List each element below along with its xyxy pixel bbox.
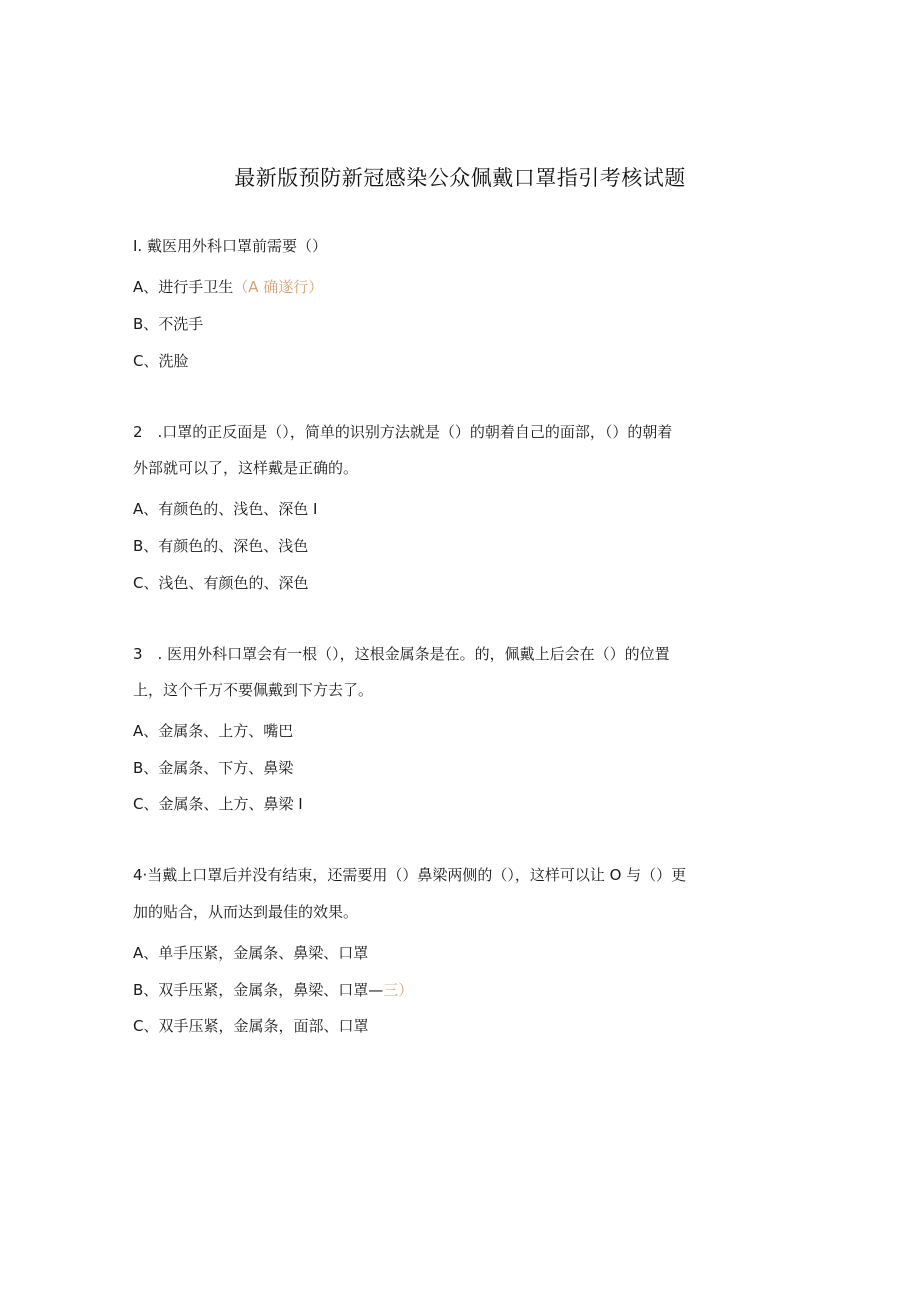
question-2-option-a: A、有颜色的、浅色、深色 I [133, 500, 318, 518]
question-2-option-c: C、浅色、有颜色的、深色 [133, 574, 309, 592]
question-1-option-b: B、不洗手 [133, 315, 204, 333]
question-1-option-c: C、洗脸 [133, 352, 189, 370]
question-3-option-b: B、金属条、下方、鼻梁 [133, 759, 294, 777]
question-4-stem-line-1: 4·当戴上口罩后并没有结束，还需要用（）鼻梁两侧的（），这样可以让 O 与（）更 [133, 866, 687, 884]
answer-mark: 三） [383, 981, 414, 999]
question-1-stem: I. 戴医用外科口罩前需要（） [133, 237, 327, 255]
question-2-stem-line-1: 2 .口罩的正反面是（），简单的识别方法就是（）的朝着自己的面部，（）的朝着 [133, 423, 673, 441]
page-title: 最新版预防新冠感染公众佩戴口罩指引考核试题 [234, 166, 686, 190]
option-text: A、进行手卫生 [133, 278, 234, 296]
question-3-option-a: A、金属条、上方、嘴巴 [133, 722, 294, 740]
question-4-option-b [133, 980, 413, 1000]
question-4-stem-line-2: 加的贴合，从而达到最佳的效果。 [133, 903, 359, 921]
option-text: B、双手压紧，金属条，鼻梁、口罩— [133, 981, 384, 999]
question-2-stem-line-2: 外部就可以了，这样戴是正确的。 [133, 459, 359, 477]
question-4-option-c: C、双手压紧，金属条，面部、口罩 [133, 1017, 369, 1035]
question-3-option-c: C、金属条、上方、鼻梁 I [133, 795, 303, 813]
question-3-stem-line-2: 上，这个千万不要佩戴到下方去了。 [133, 681, 374, 699]
answer-mark: （A 确遂行） [233, 278, 324, 296]
question-3-stem-line-1: 3 . 医用外科口罩会有一根（），这根金属条是在。的，佩戴上后会在（）的位置 [133, 645, 670, 663]
question-1-option-a [133, 277, 323, 297]
question-2-option-b: B、有颜色的、深色、浅色 [133, 537, 309, 555]
question-4-option-a: A、单手压紧，金属条、鼻梁、口罩 [133, 944, 369, 962]
